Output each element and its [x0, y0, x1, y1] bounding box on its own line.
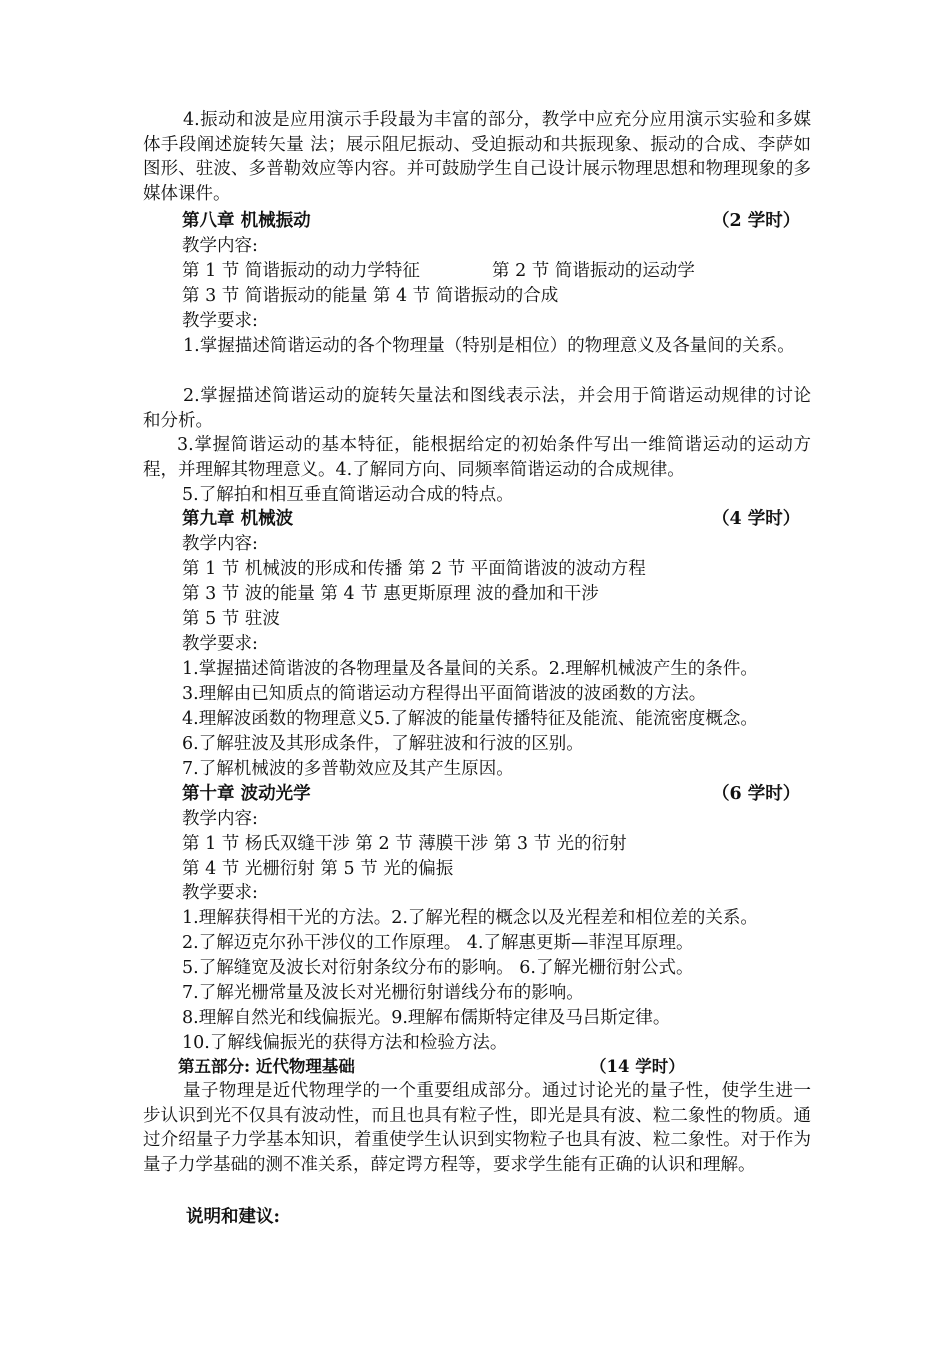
ch8-hours: （2 学时） — [712, 211, 801, 231]
ch9-req-label: 教学要求: — [182, 634, 258, 654]
ch10-req-5: 8.理解自然光和线偏振光。9.理解布儒斯特定律及马吕斯定律。 — [182, 1008, 671, 1028]
part5-hours: （14 学时） — [590, 1057, 685, 1076]
ch9-req-2: 3.理解由已知质点的简谐运动方程得出平面简谐波的波函数的方法。 — [182, 684, 707, 704]
ch8-sections-1a: 第 1 节 简谐振动的动力学特征 — [182, 261, 420, 281]
ch8-req-label: 教学要求: — [182, 311, 258, 331]
intro-paragraph: 4.振动和波是应用演示手段最为丰富的部分，教学中应充分应用演示实验和多媒体手段阐述旋转矢量 法；展示阻尼振动、受迫振动和共振现象、振动的合成、李萨如图形、驻波、多普勒效应等内容。并可鼓励学生自己设计展示物理思想和物理现象的多媒体课件。 — [143, 110, 811, 205]
ch10-req-6: 10.了解线偏振光的获得方法和检验方法。 — [182, 1033, 508, 1053]
ch9-sections-1: 第 1 节 机械波的形成和传播 第 2 节 平面简谐波的波动方程 — [182, 559, 646, 579]
ch9-req-1: 1.掌握描述简谐波的各物理量及各量间的关系。2.理解机械波产生的条件。 — [182, 659, 758, 679]
part5-title: 第五部分: 近代物理基础 — [178, 1057, 355, 1076]
ch8-title: 第八章 机械振动 — [182, 211, 311, 231]
ch10-req-label: 教学要求: — [182, 883, 258, 903]
ch10-sections-2: 第 4 节 光栅衍射 第 5 节 光的偏振 — [182, 859, 454, 879]
ch8-req-2: 2.掌握描述简谐运动的旋转矢量法和图线表示法，并会用于简谐运动规律的讨论和分析。 — [143, 386, 811, 431]
ch10-title: 第十章 波动光学 — [182, 784, 311, 804]
ch9-content-label: 教学内容: — [182, 534, 258, 554]
ch8-sections-1b: 第 2 节 简谐振动的运动学 — [492, 261, 695, 281]
ch9-sections-3: 第 5 节 驻波 — [182, 609, 280, 629]
ch10-req-1: 1.理解获得相干光的方法。2.了解光程的概念以及光程差和相位差的关系。 — [182, 908, 758, 928]
ch9-req-4: 6.了解驻波及其形成条件，了解驻波和行波的区别。 — [182, 734, 584, 754]
part5-paragraph: 量子物理是近代物理学的一个重要组成部分。通过讨论光的量子性，使学生进一步认识到光不仅具有波动性，而且也具有粒子性，即光是具有波、粒二象性的物质。通过介绍量子力学基本知识，着重使学生认识到实物粒子也具有波、粒二象性。对于作为量子力学基础的测不准关系，薛定谔方程等，要求学生能有正确的认识和理解。 — [143, 1081, 811, 1176]
ch10-req-2: 2.了解迈克尔孙干涉仪的工作原理。 4.了解惠更斯—菲涅耳原理。 — [182, 933, 694, 953]
ch10-req-4: 7.了解光栅常量及波长对光栅衍射谱线分布的影响。 — [182, 983, 584, 1003]
ch10-content-label: 教学内容: — [182, 809, 258, 829]
ch9-sections-2: 第 3 节 波的能量 第 4 节 惠更斯原理 波的叠加和干涉 — [182, 584, 599, 604]
ch8-req-5: 5.了解拍和相互垂直简谐运动合成的特点。 — [182, 485, 514, 505]
ch10-req-3: 5.了解缝宽及波长对衍射条纹分布的影响。 6.了解光栅衍射公式。 — [182, 958, 694, 978]
ch9-req-3: 4.理解波函数的物理意义5.了解波的能量传播特征及能流、能流密度概念。 — [182, 709, 758, 729]
part5-notes-heading: 说明和建议: — [186, 1207, 280, 1227]
ch8-content-label: 教学内容: — [182, 236, 258, 256]
ch10-hours: （6 学时） — [712, 784, 801, 804]
ch8-req-3: 3.掌握简谐运动的基本特征，能根据给定的初始条件写出一维简谐运动的运动方程，并理解其物理意义。4.了解同方向、同频率简谐运动的合成规律。 — [143, 435, 811, 480]
ch9-req-5: 7.了解机械波的多普勒效应及其产生原因。 — [182, 759, 514, 779]
ch8-req-1: 1.掌握描述简谐运动的各个物理量（特别是相位）的物理意义及各量间的关系。 — [183, 336, 795, 356]
ch9-hours: （4 学时） — [712, 509, 801, 529]
ch10-sections-1: 第 1 节 杨氏双缝干涉 第 2 节 薄膜干涉 第 3 节 光的衍射 — [182, 834, 627, 854]
ch8-sections-2: 第 3 节 简谐振动的能量 第 4 节 简谐振动的合成 — [182, 286, 559, 306]
ch9-title: 第九章 机械波 — [182, 509, 294, 529]
